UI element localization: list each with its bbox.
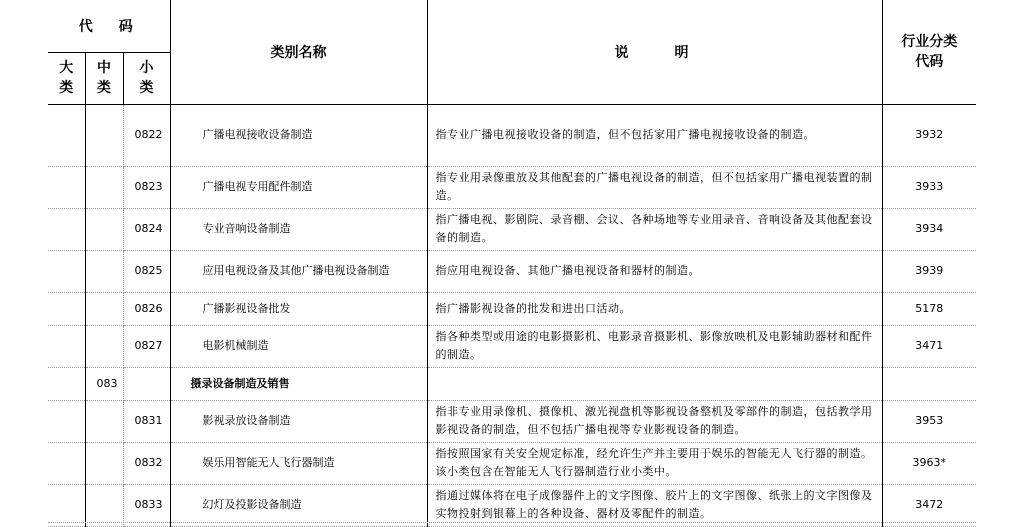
minor-class-cell: 0827 bbox=[123, 325, 170, 367]
description-cell: 指专业广播电视接收设备的制造，但不包括家用广播电视接收设备的制造。 bbox=[427, 104, 882, 166]
description-header: 说 明 bbox=[427, 0, 882, 104]
medium-class-header: 中类 bbox=[85, 52, 123, 104]
minor-class-cell: 0825 bbox=[123, 250, 170, 292]
major-class-cell bbox=[48, 208, 85, 250]
medium-class-cell: 083 bbox=[85, 367, 123, 400]
medium-class-cell bbox=[85, 442, 123, 484]
table-row bbox=[48, 250, 976, 292]
major-class-cell bbox=[48, 325, 85, 367]
minor-class-cell: 0823 bbox=[123, 166, 170, 208]
minor-class-header: 小类 bbox=[123, 52, 170, 104]
medium-class-cell bbox=[85, 208, 123, 250]
industry-code-cell: 3934 bbox=[882, 208, 976, 250]
major-class-cell bbox=[48, 442, 85, 484]
industry-code-cell: 3471 bbox=[882, 325, 976, 367]
description-cell: 指非专业用录像机、摄像机、激光视盘机等影视设备整机及零部件的制造，包括教学用影视设备的制造，但不包括广播电视等专业影视设备的制造。 bbox=[427, 400, 882, 442]
medium-class-cell bbox=[85, 325, 123, 367]
minor-class-cell: 0826 bbox=[123, 292, 170, 325]
minor-class-cell: 0832 bbox=[123, 442, 170, 484]
table-row bbox=[48, 166, 976, 208]
category-name-cell: 广播影视设备批发 bbox=[170, 292, 427, 325]
medium-class-cell bbox=[85, 166, 123, 208]
minor-class-cell: 0831 bbox=[123, 400, 170, 442]
category-name-cell: 电影机械制造 bbox=[170, 325, 427, 367]
medium-class-cell bbox=[85, 400, 123, 442]
category-name-cell: 专业音响设备制造 bbox=[170, 208, 427, 250]
industry-code-cell: 3932 bbox=[882, 104, 976, 166]
table-row bbox=[48, 442, 976, 484]
medium-class-cell bbox=[85, 104, 123, 166]
table-row bbox=[48, 367, 976, 400]
category-name-cell: 幻灯及投影设备制造 bbox=[170, 484, 427, 526]
medium-class-cell bbox=[85, 292, 123, 325]
industry-code-cell: 3939 bbox=[882, 250, 976, 292]
code-group-header: 代 码 bbox=[48, 0, 170, 52]
industry-code-cell: 3963* bbox=[882, 442, 976, 484]
category-name-cell: 应用电视设备及其他广播电视设备制造 bbox=[170, 250, 427, 292]
description-cell bbox=[427, 367, 882, 400]
minor-class-cell: 0824 bbox=[123, 208, 170, 250]
industry-code-cell: 3472 bbox=[882, 484, 976, 526]
category-name-cell: 娱乐用智能无人飞行器制造 bbox=[170, 442, 427, 484]
category-name-cell: 广播电视专用配件制造 bbox=[170, 166, 427, 208]
industry-code-cell: 5178 bbox=[882, 292, 976, 325]
category-name-cell: 摄录设备制造及销售 bbox=[170, 367, 427, 400]
major-class-cell bbox=[48, 484, 85, 526]
major-class-cell bbox=[48, 166, 85, 208]
table-row bbox=[48, 104, 976, 166]
description-cell: 指广播电视、影剧院、录音棚、会议、各种场地等专业用录音、音响设备及其他配套设备的制造。 bbox=[427, 208, 882, 250]
major-class-cell bbox=[48, 104, 85, 166]
industry-code-cell: 3933 bbox=[882, 166, 976, 208]
minor-class-cell: 0833 bbox=[123, 484, 170, 526]
table-row bbox=[48, 208, 976, 250]
classification-sheet bbox=[48, 0, 976, 527]
table-body bbox=[48, 104, 976, 526]
table-row bbox=[48, 400, 976, 442]
major-class-cell bbox=[48, 367, 85, 400]
major-class-cell bbox=[48, 250, 85, 292]
category-name-cell: 广播电视接收设备制造 bbox=[170, 104, 427, 166]
industry-code-cell: 3953 bbox=[882, 400, 976, 442]
description-cell: 指广播影视设备的批发和进出口活动。 bbox=[427, 292, 882, 325]
medium-class-cell bbox=[85, 484, 123, 526]
description-cell: 指各种类型或用途的电影摄影机、电影录音摄影机、影像放映机及电影辅助器材和配件的制造。 bbox=[427, 325, 882, 367]
table-row bbox=[48, 484, 976, 526]
classification-table bbox=[48, 0, 976, 527]
minor-class-cell bbox=[123, 367, 170, 400]
description-cell: 指按照国家有关安全规定标准，经允许生产并主要用于娱乐的智能无人飞行器的制造。该小类包含在智能无人飞行器制造行业小类中。 bbox=[427, 442, 882, 484]
minor-class-cell: 0822 bbox=[123, 104, 170, 166]
major-class-cell bbox=[48, 292, 85, 325]
description-cell: 指专业用录像重放及其他配套的广播电视设备的制造，但不包括家用广播电视装置的制造。 bbox=[427, 166, 882, 208]
industry-code-header: 行业分类代码 bbox=[882, 0, 976, 104]
description-cell: 指应用电视设备、其他广播电视设备和器材的制造。 bbox=[427, 250, 882, 292]
category-name-header: 类别名称 bbox=[170, 0, 427, 104]
major-class-header: 大类 bbox=[48, 52, 85, 104]
description-cell: 指通过媒体将在电子成像器件上的文字图像、胶片上的文字图像、纸张上的文字图像及实物投射到银幕上的各种设备、器材及零配件的制造。 bbox=[427, 484, 882, 526]
table-row bbox=[48, 325, 976, 367]
industry-code-cell bbox=[882, 367, 976, 400]
category-name-cell: 影视录放设备制造 bbox=[170, 400, 427, 442]
table-row bbox=[48, 292, 976, 325]
table-bottom-divider bbox=[48, 522, 976, 523]
major-class-cell bbox=[48, 400, 85, 442]
medium-class-cell bbox=[85, 250, 123, 292]
